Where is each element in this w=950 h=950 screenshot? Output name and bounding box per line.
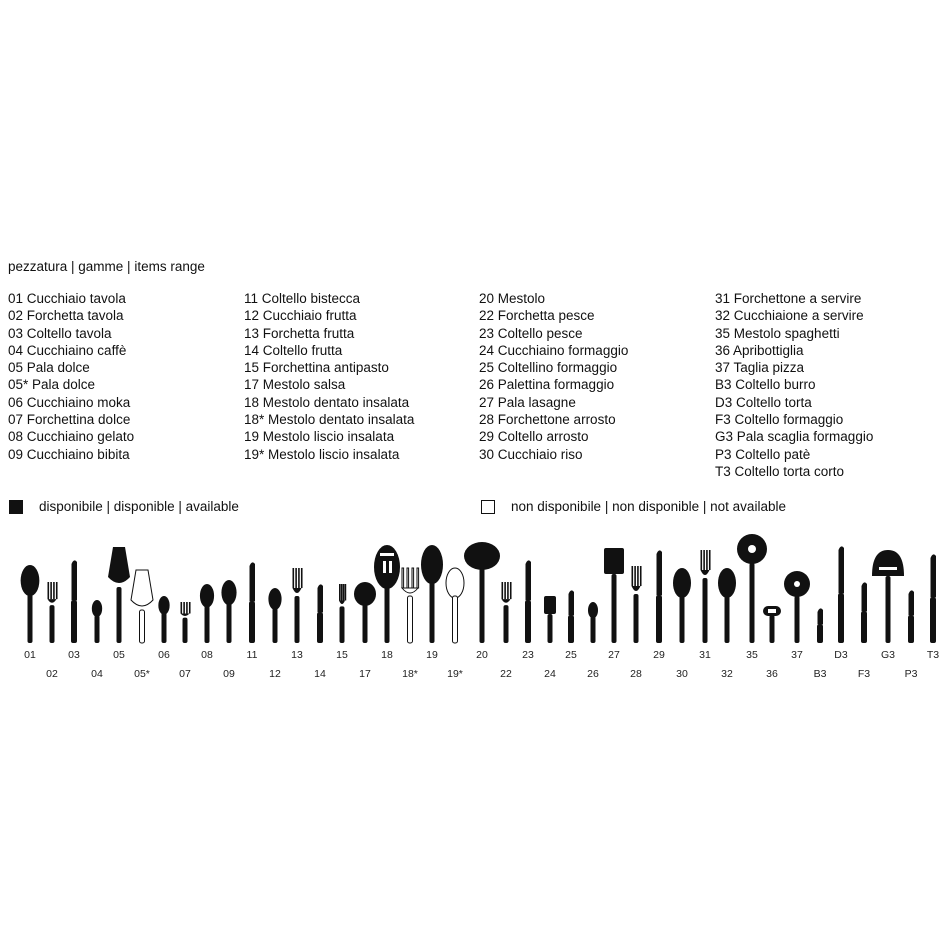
utensil-15 <box>339 584 346 643</box>
legend-available <box>9 499 239 514</box>
utensil-22 <box>502 582 512 643</box>
utensil-28 <box>632 566 642 643</box>
item-entry: 15 Forchettina antipasto <box>244 360 389 376</box>
utensil-11 <box>249 562 255 643</box>
utensil-code-label: 31 <box>699 649 711 661</box>
item-entry: 26 Palettina formaggio <box>479 377 615 393</box>
utensil-code-label: 19* <box>447 668 463 680</box>
item-entry: 05* Pala dolce <box>8 377 96 393</box>
utensil-05-star <box>131 570 153 643</box>
item-entry: 18* Mestolo dentato insalata <box>244 412 415 428</box>
utensil-code-label: 30 <box>676 668 688 680</box>
utensil-code-label: 37 <box>791 649 803 661</box>
utensil-23 <box>525 560 531 643</box>
utensil-code-label: 28 <box>630 668 642 680</box>
utensil-12 <box>268 588 281 643</box>
utensil-13 <box>293 568 303 643</box>
utensil-35 <box>737 534 767 643</box>
item-entry: 13 Forchetta frutta <box>244 325 355 341</box>
item-entry: 32 Cucchiaione a servire <box>715 308 864 324</box>
utensil-31 <box>701 550 711 643</box>
cutlery-illustration <box>0 530 950 690</box>
legend-available-label: disponibile | disponible | available <box>39 499 239 514</box>
utensil-code-label: 04 <box>91 668 103 680</box>
item-entry: 06 Cucchiaino moka <box>8 394 131 410</box>
item-entry: G3 Pala scaglia formaggio <box>715 429 874 445</box>
utensil-code-label: P3 <box>904 668 918 680</box>
utensil-19-star <box>446 568 464 643</box>
utensil-code-label: 32 <box>721 668 733 680</box>
utensil-p3 <box>908 590 914 643</box>
utensil-code-label: 22 <box>500 668 512 680</box>
utensil-code-label: 24 <box>544 668 556 680</box>
item-entry: D3 Coltello torta <box>715 394 812 410</box>
item-entry: F3 Coltello formaggio <box>715 412 844 428</box>
utensil-code-label: 29 <box>653 649 665 661</box>
items-column-4 <box>715 290 873 480</box>
item-entry: 35 Mestolo spaghetti <box>715 325 840 341</box>
item-entry: 17 Mestolo salsa <box>244 377 346 393</box>
utensil-code-label: 08 <box>201 649 213 661</box>
utensil-code-label: 13 <box>291 649 303 661</box>
utensil-code-label: 18* <box>402 668 418 680</box>
utensil-code-label: 27 <box>608 649 620 661</box>
item-entry: 12 Cucchiaio frutta <box>244 308 357 324</box>
utensil-25 <box>568 590 574 643</box>
utensil-08 <box>200 584 214 643</box>
range-title: pezzatura | gamme | items range <box>8 259 205 274</box>
utensil-37 <box>784 571 810 643</box>
utensil-01 <box>21 565 40 643</box>
utensil-f3 <box>861 582 867 643</box>
utensil-code-label: 14 <box>314 668 326 680</box>
item-entry: 08 Cucchiaino gelato <box>8 429 135 445</box>
item-entry: 27 Pala lasagne <box>479 394 576 410</box>
item-entry: 19* Mestolo liscio insalata <box>244 446 400 462</box>
utensil-18 <box>374 545 400 643</box>
item-entry: T3 Coltello torta corto <box>715 463 845 479</box>
item-entry: 19 Mestolo liscio insalata <box>244 429 395 445</box>
utensil-code-label: 02 <box>46 668 58 680</box>
item-entry: 04 Cucchiaino caffè <box>8 342 127 358</box>
item-entry: 22 Forchetta pesce <box>479 308 595 324</box>
item-entry: B3 Coltello burro <box>715 377 816 393</box>
item-entry: 30 Cucchiaio riso <box>479 446 583 462</box>
utensil-06 <box>158 596 169 643</box>
utensil-code-label: 05 <box>113 649 125 661</box>
utensil-18-star <box>402 568 419 643</box>
utensil-b3 <box>817 608 823 643</box>
items-column-2 <box>244 290 414 463</box>
item-entry: P3 Coltello patè <box>715 446 811 462</box>
utensil-code-label: 11 <box>246 649 258 661</box>
utensil-code-label: F3 <box>857 668 871 680</box>
item-entry: 18 Mestolo dentato insalata <box>244 394 410 410</box>
utensil-24 <box>544 596 556 643</box>
item-entry: 14 Coltello frutta <box>244 342 343 358</box>
utensil-32 <box>718 568 736 643</box>
utensil-code-label: 15 <box>336 649 348 661</box>
utensil-29 <box>656 550 662 643</box>
utensil-20 <box>464 542 500 643</box>
legend-not-available <box>481 499 786 514</box>
utensil-05 <box>108 547 130 643</box>
utensil-code-label: 07 <box>179 668 191 680</box>
empty-square-icon <box>481 500 495 514</box>
item-entry: 09 Cucchiaino bibita <box>8 446 130 462</box>
utensil-code-label: B3 <box>813 668 827 680</box>
items-column-3 <box>479 290 628 463</box>
items-column-1 <box>8 290 134 463</box>
utensil-27 <box>604 548 624 643</box>
utensil-code-label: 17 <box>359 668 371 680</box>
utensil-02 <box>48 582 58 643</box>
item-entry: 05 Pala dolce <box>8 360 90 376</box>
utensil-code-label: 03 <box>68 649 80 661</box>
utensil-04 <box>92 600 102 643</box>
item-entry: 31 Forchettone a servire <box>715 291 862 306</box>
utensil-03 <box>71 560 77 643</box>
utensil-code-label: 19 <box>426 649 438 661</box>
utensil-code-label: 12 <box>269 668 281 680</box>
item-entry: 07 Forchettina dolce <box>8 412 131 428</box>
utensil-26 <box>588 602 598 643</box>
utensil-19 <box>421 545 443 643</box>
utensil-code-label: 35 <box>746 649 758 661</box>
item-entry: 20 Mestolo <box>479 291 546 306</box>
utensil-code-label: G3 <box>880 649 896 661</box>
utensil-code-label: 23 <box>522 649 534 661</box>
item-entry: 24 Cucchiaino formaggio <box>479 342 629 358</box>
utensil-code-label: 06 <box>158 649 170 661</box>
utensil-36 <box>763 606 781 643</box>
item-entry: 36 Apribottiglia <box>715 342 804 358</box>
utensil-code-label: 36 <box>766 668 778 680</box>
filled-square-icon <box>9 500 23 514</box>
utensil-09 <box>221 580 236 643</box>
item-entry: 11 Coltello bistecca <box>244 291 361 306</box>
utensil-code-label: 20 <box>476 649 488 661</box>
item-entry: 28 Forchettone arrosto <box>479 412 616 428</box>
utensil-code-label: 05* <box>134 668 150 680</box>
item-entry: 02 Forchetta tavola <box>8 308 124 324</box>
item-entry: 25 Coltellino formaggio <box>479 360 618 376</box>
utensil-07 <box>181 602 191 643</box>
utensil-14 <box>317 584 323 643</box>
item-entry: 01 Cucchiaio tavola <box>8 291 126 306</box>
item-entry: 23 Coltello pesce <box>479 325 583 341</box>
utensil-d3 <box>838 546 844 643</box>
utensil-code-label: 25 <box>565 649 577 661</box>
utensil-17 <box>354 582 376 643</box>
utensil-t3 <box>930 554 936 643</box>
utensil-code-label: 26 <box>587 668 599 680</box>
item-entry: 03 Coltello tavola <box>8 325 112 341</box>
legend-not-available-label: non disponibile | non disponible | not available <box>511 499 786 514</box>
utensil-g3 <box>872 550 904 643</box>
item-entry: 37 Taglia pizza <box>715 360 805 376</box>
utensil-code-label: 09 <box>223 668 235 680</box>
utensil-code-label: 01 <box>24 649 36 661</box>
item-entry: 29 Coltello arrosto <box>479 429 589 445</box>
utensil-code-label: T3 <box>926 649 940 661</box>
utensil-code-label: 18 <box>381 649 393 661</box>
utensil-30 <box>673 568 691 643</box>
utensil-code-label: D3 <box>834 649 848 661</box>
